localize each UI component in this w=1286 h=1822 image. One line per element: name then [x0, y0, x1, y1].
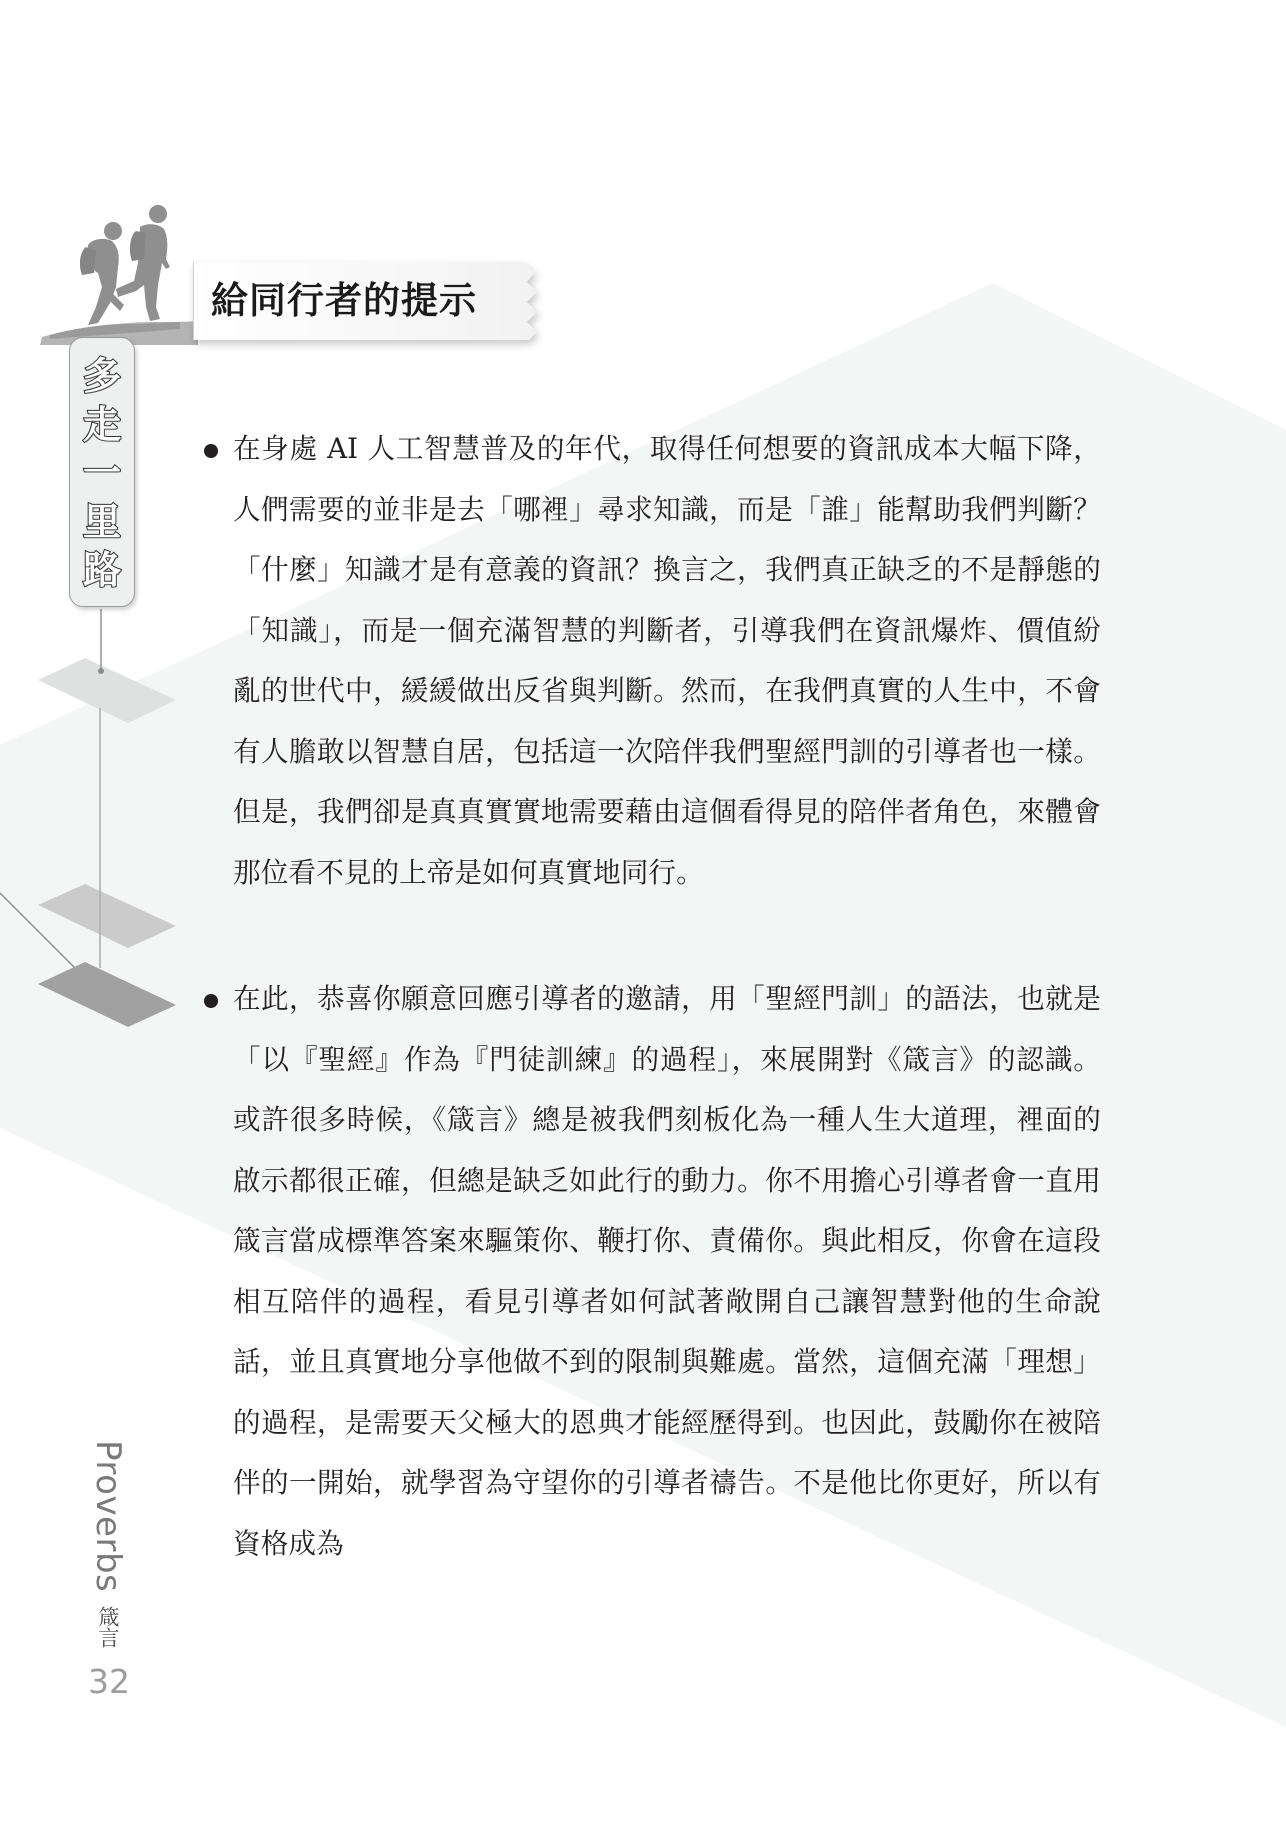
chapter-side-tab: [69, 337, 135, 607]
side-tab-char: 路: [82, 548, 121, 592]
side-tab-char: 走: [82, 402, 121, 447]
paragraph-text: 在此，恭喜你願意回應引導者的邀請，用「聖經門訓」的語法，也就是「以『聖經』作為『門徒訓練』的過程」，來展開對《箴言》的認識。或許很多時候，《箴言》總是被我們刻板化為一種人生大道理，裡面的啟示都很正確，但總是缺乏如此行的動力。你不用擔心引導者會一直用箴言當成標準答案來驅策你、鞭打你、責備你。與此相反，你會在這段相互陪伴的過程，看見引導者如何試著敞開自己讓智慧對他的生命說話，並且真實地分享他做不到的限制與難處。當然，這個充滿「理想」的過程，是需要天父極大的恩典才能經歷得到。也因此，鼓勵你在被陪伴的一開始，就學習為守望你的引導者禱告。不是他比你更好，所以有資格成為: [233, 982, 1101, 1560]
bullet-icon: [204, 444, 218, 458]
bullet-paragraph: [200, 419, 1101, 903]
running-footer: [88, 1440, 128, 1648]
section-title-banner: [193, 262, 540, 340]
section-title: 給同行者的提示: [211, 279, 477, 322]
body-content: [200, 419, 1100, 1574]
side-tab-char: 一: [82, 451, 121, 495]
page-number: 32: [88, 1662, 130, 1701]
side-tab-char: 里: [82, 499, 121, 544]
bullet-icon: [204, 994, 218, 1008]
book-name-english: Proverbs: [88, 1440, 128, 1593]
book-name-chinese: 箴言: [96, 1606, 120, 1649]
paragraph-text: 在身處 AI 人工智慧普及的年代，取得任何想要的資訊成本大幅下降，人們需要的並非是去「哪裡」尋求知識，而是「誰」能幫助我們判斷？「什麼」知識才是有意義的資訊？換言之，我們真正缺乏的不是靜態的「知識」，而是一個充滿智慧的判斷者，引導我們在資訊爆炸、價值紛亂的世代中，緩緩做出反省與判斷。然而，在我們真實的人生中，不會有人膽敢以智慧自居，包括這一次陪伴我們聖經門訓的引導者也一樣。但是，我們卻是真真實實地需要藉由這個看得見的陪伴者角色，來體會那位看不見的上帝是如何真實地同行。: [233, 432, 1101, 889]
hikers-silhouette-icon: [40, 195, 200, 345]
bullet-paragraph: [200, 969, 1101, 1574]
side-tab-char: 多: [82, 354, 121, 398]
